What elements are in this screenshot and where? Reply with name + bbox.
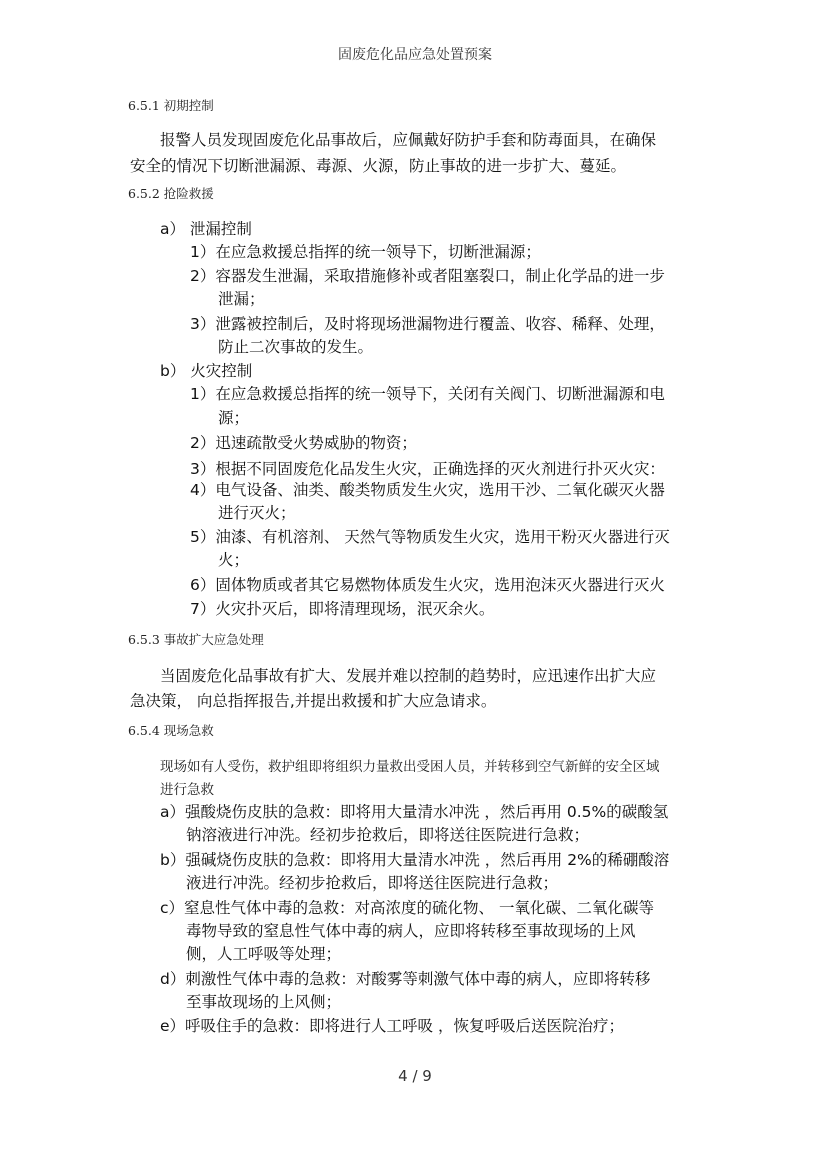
section-heading-6-5-2: 6.5.2 抢险救援: [128, 186, 214, 201]
paragraph-line: 报警人员发现固废危化品事故后，应佩戴好防护手套和防毒面具，在确保: [160, 131, 657, 149]
list-item: c）窒息性气体中毒的急救：对高浓度的硫化物、 一氧化碳、二氧化碳等: [160, 899, 654, 917]
section-heading-6-5-4: 6.5.4 现场急救: [128, 723, 214, 738]
paragraph-line: 现场如有人受伤，救护组即将组织力量救出受困人员，并转移到空气新鲜的安全区域: [160, 759, 660, 775]
list-item: 1）在应急救援总指挥的统一领导下，切断泄漏源；: [190, 243, 541, 261]
list-item: 6）固体物质或者其它易燃物体质发生火灾，选用泡沫灭火器进行灭火: [190, 576, 665, 594]
list-item: 3）泄露被控制后，及时将现场泄漏物进行覆盖、收容、稀释、处理，: [190, 315, 665, 333]
list-item-cont: 侧，人工呼吸等处理；: [186, 945, 342, 963]
list-item: d）刺激性气体中毒的急救：对酸雾等刺激气体中毒的病人，应即将转移: [160, 970, 651, 988]
list-item: 7）火灾扑灭后，即将清理现场，泯灭余火。: [190, 600, 495, 618]
paragraph-line: 进行急救: [160, 782, 214, 798]
page-header-title: 固废危化品应急处置预案: [338, 47, 492, 63]
paragraph-line: 急决策， 向总指挥报告,并提出救援和扩大应急请求。: [130, 692, 497, 710]
list-item: 4）电气设备、油类、酸类物质发生火灾，选用干沙、二氧化碳灭火器: [190, 481, 665, 499]
paragraph-line: 当固废危化品事故有扩大、发展并难以控制的趋势时，应迅速作出扩大应: [160, 667, 657, 685]
list-item-cont: 泄漏；: [218, 290, 265, 308]
section-heading-6-5-3: 6.5.3 事故扩大应急处理: [128, 632, 264, 647]
list-item-cont: 进行灭火；: [218, 504, 296, 522]
list-item: 1）在应急救援总指挥的统一领导下，关闭有关阀门、切断泄漏源和电: [190, 385, 665, 403]
paragraph-line: 安全的情况下切断泄漏源、毒源、火源，防止事故的进一步扩大、蔓延。: [130, 157, 627, 175]
list-item-cont: 毒物导致的窒息性气体中毒的病人，应即将转移至事故现场的上风: [186, 922, 636, 940]
list-item: 2）容器发生泄漏，采取措施修补或者阻塞裂口，制止化学品的进一步: [190, 267, 665, 285]
list-item: 3）根据不同固废危化品发生火灾，正确选择的灭火剂进行扑灭火灾：: [190, 460, 665, 478]
list-item: b）强碱烧伤皮肤的急救：即将用大量清水冲洗 ，然后再用 2%的稀硼酸溶: [160, 851, 670, 869]
page-number: 4 / 9: [398, 1067, 432, 1085]
list-item: 2）迅速疏散受火势威胁的物资；: [190, 434, 417, 452]
list-item-cont: 防止二次事故的发生。: [218, 338, 374, 356]
list-item: e）呼吸住手的急救：即将进行人工呼吸 ，恢复呼吸后送医院治疗；: [160, 1017, 624, 1035]
list-item-cont: 至事故现场的上风侧；: [186, 993, 342, 1011]
list-label-leak-control: a） 泄漏控制: [160, 220, 252, 238]
list-item-cont: 钠溶液进行冲洗。经初步抢救后，即将送往医院进行急救；: [186, 826, 590, 844]
list-item: 5）油漆、有机溶剂、 天然气等物质发生火灾，选用干粉灭火器进行灭: [190, 528, 670, 546]
list-item-cont: 火；: [218, 551, 250, 569]
list-item: a）强酸烧伤皮肤的急救：即将用大量清水冲洗 ，然后再用 0.5%的碳酸氢: [160, 803, 669, 821]
list-item-cont: 液进行冲洗。经初步抢救后，即将送往医院进行急救；: [186, 874, 559, 892]
list-item-cont: 源；: [218, 409, 250, 427]
list-label-fire-control: b） 火灾控制: [160, 362, 253, 380]
section-heading-6-5-1: 6.5.1 初期控制: [128, 98, 214, 113]
